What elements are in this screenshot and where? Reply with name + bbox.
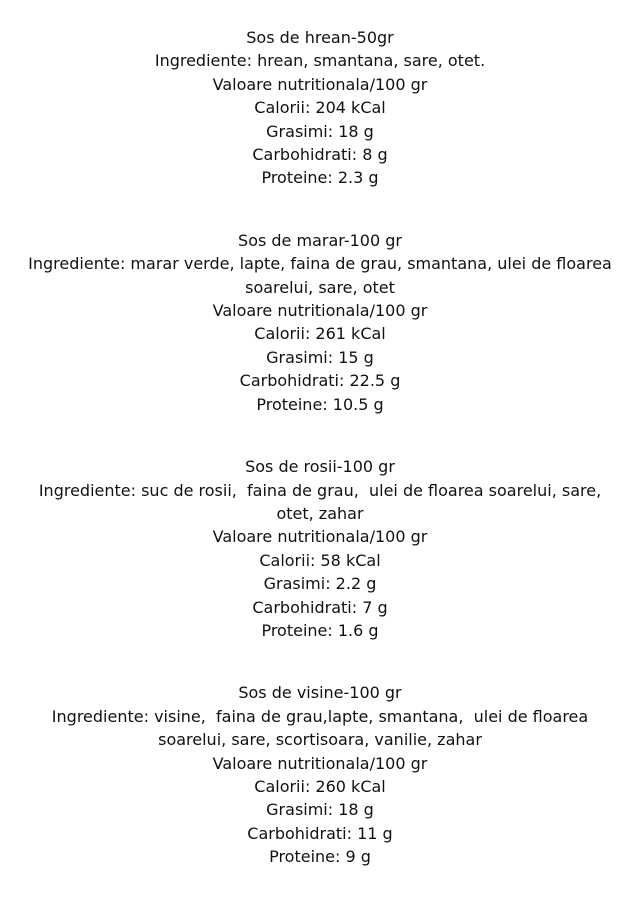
fat-line: Grasimi: 2.2 g	[263, 574, 377, 594]
recipe-title: Sos de visine-100 gr	[238, 683, 402, 703]
nutrition-header: Valoare nutritionala/100 gr	[212, 527, 428, 547]
recipe-ingredients-continued: soarelui, sare, otet	[245, 277, 395, 297]
recipe-ingredients: Ingrediente: marar verde, lapte, faina de grau, smantana, ulei de floarea	[28, 254, 612, 274]
carbs-line: Carbohidrati: 8 g	[252, 145, 388, 165]
nutrition-header: Valoare nutritionala/100 gr	[212, 753, 428, 773]
fat-line: Grasimi: 18 g	[266, 800, 374, 820]
fat-line: Grasimi: 18 g	[266, 121, 374, 141]
protein-line: Proteine: 1.6 g	[261, 620, 379, 640]
calories-line: Calorii: 260 kCal	[254, 776, 386, 796]
calories-line: Calorii: 58 kCal	[259, 550, 381, 570]
calories-line: Calorii: 261 kCal	[254, 324, 386, 344]
recipe-title: Sos de marar-100 gr	[238, 230, 402, 250]
recipe-section-marar	[14, 229, 626, 416]
carbs-line: Carbohidrati: 11 g	[247, 823, 393, 843]
recipe-title: Sos de rosii-100 gr	[245, 457, 395, 477]
recipe-ingredients: Ingrediente: visine, faina de grau,lapte, smantana, ulei de floarea	[51, 706, 589, 726]
recipe-ingredients: Ingrediente: hrean, smantana, sare, otet.	[154, 51, 486, 71]
recipe-section-visine	[14, 681, 626, 868]
calories-line: Calorii: 204 kCal	[254, 98, 386, 118]
recipe-title: Sos de hrean-50gr	[246, 28, 394, 47]
carbs-line: Carbohidrati: 7 g	[252, 597, 388, 617]
recipe-section-rosii	[14, 455, 626, 642]
recipe-section-hrean	[14, 26, 626, 190]
recipe-ingredients: Ingrediente: suc de rosii, faina de grau, ulei de floarea soarelui, sare,	[38, 480, 602, 500]
recipe-ingredients-continued: otet, zahar	[276, 503, 364, 523]
fat-line: Grasimi: 15 g	[266, 347, 374, 367]
nutrition-header: Valoare nutritionala/100 gr	[212, 301, 428, 321]
carbs-line: Carbohidrati: 22.5 g	[239, 371, 401, 391]
protein-line: Proteine: 2.3 g	[261, 168, 379, 188]
protein-line: Proteine: 10.5 g	[256, 394, 384, 414]
protein-line: Proteine: 9 g	[269, 847, 371, 867]
recipe-ingredients-continued: soarelui, sare, scortisoara, vanilie, zahar	[158, 730, 482, 750]
nutrition-header: Valoare nutritionala/100 gr	[212, 74, 428, 94]
